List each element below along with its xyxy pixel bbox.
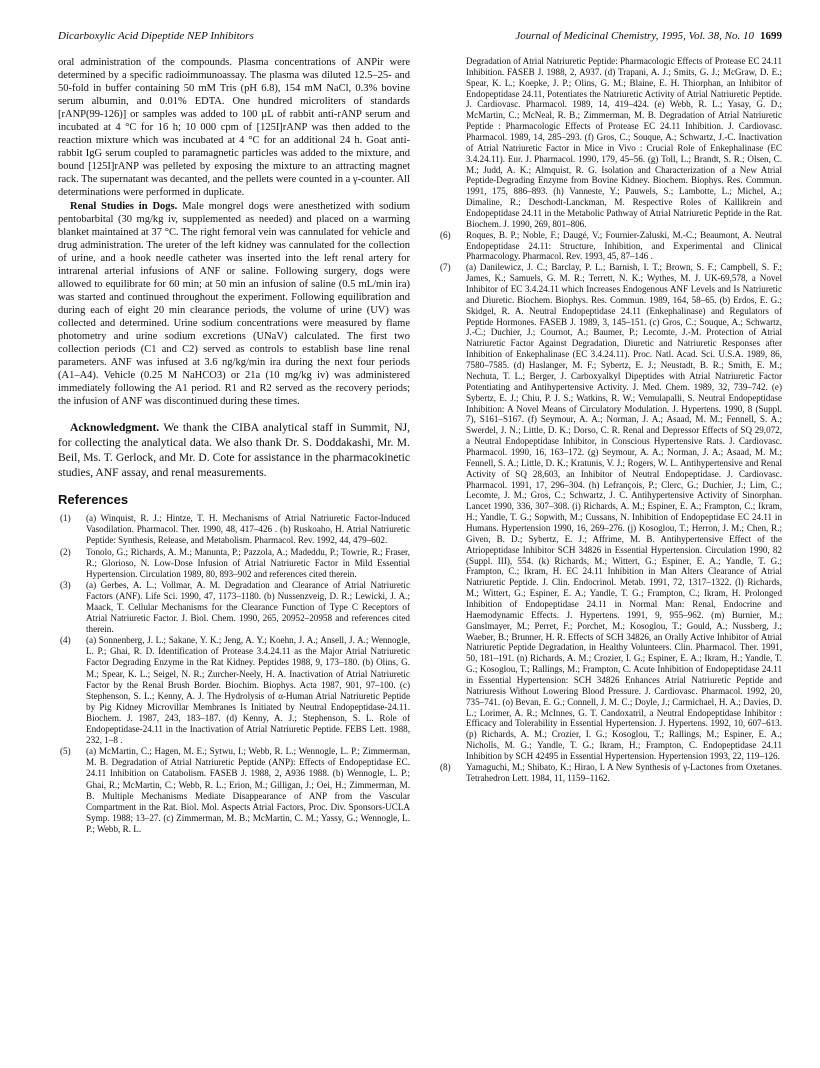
acknowledgment-paragraph — [58, 420, 410, 480]
body-paragraph-radioimmunoassay: oral administration of the compounds. Plasma concentrations of ANPir were determined by a specific radioimmunoassay. The plasma was diluted 12.5–25- and 50-fold in buffer containing 50 mM Tris (pH 6.8), 154 mM NaCl, 0.3% bovine serum albumin, and 0.01% EDTA. One hundred microliters of standards [rANP(99-126)] or samples was added to 100 µL of rabbit anti-rANP serum and incubated at 4 °C for 16 h; 10 000 cpm of [125I]rANP was then added to the reaction mixture which was incubated at 4 °C for an additional 24 h. Goat anti-rabbit IgG serum coupled to paramagnetic particles was added to the mixture, and bound [125I]rANP was pelleted by exposing the mixture to an attracting magnet rack. The supernatant was decanted, and the pellets were counted in a γ-counter. All determinations were performed in duplicate. — [58, 57, 410, 199]
reference-number — [438, 56, 466, 230]
reference-number: (1) — [60, 513, 71, 524]
reference-item — [438, 230, 782, 263]
page-number: 1699 — [760, 30, 782, 42]
reference-text: (a) Winquist, R. J.; Hintze, T. H. Mechanisms of Atrial Natriuretic Factor-Induced Vasodilation. Pharmacol. Ther. 1990, 48, 417–426 . (b) Ruskoaho, H. Atrial Natriuretic Peptide: Synthesis, Release, and Metabolism. Pharmacol. Rev. 1992, 44, 479–602. — [86, 513, 410, 546]
reference-text: (a) McMartin, C.; Hagen, M. E.; Sytwu, I.; Webb, R. L.; Wennogle, L. P.; Zimmerman, M. B. Degradation of Atrial Natriuretic Peptide (ANP): Effects of Endopeptidase EC. 24.11 Inhibition on Catabolism. FASEB J. 1988, 2, A936 1988. (b) Wennogle, L. P.; Ghai, R.; McMartin, C.; Webb, R. L.; Erion, M.; Gilligan, J.; Oei, H.; Zimmerman, M. B. Multiple Mechanisms Mediate Disappearance of ANP from the Vascular Compartment in the Rat. Biol. Mol. Aspects Atrial Factors, Proc. Div. Sponsors-UCLA Symp. 1988; 13–27. (c) Zimmerman, M. B.; McMartin, C. M.; Yassy, G.; Wennogle, L. P.; Webb, R. L. — [86, 746, 410, 834]
reference-number: (4) — [60, 635, 71, 646]
reference-number: (8) — [440, 761, 451, 772]
reference-item — [438, 56, 782, 230]
reference-item — [438, 762, 782, 784]
reference-text: (a) Danilewicz, J. C.; Barclay, P. L.; Barnish, I. T.; Brown, S. F.; Campbell, S. F.; James, K.; Samuels, G. M. R.; Terrett, N. K.; Wythes, M. J. UK-69,578, a Novel Inhibitor of EC 3.4.24.11 which Increases Endogenous ANF Levels and Is Natriuretic and Diuretic. Biochem. Biophys. Res. Commun. 1989, 164, 58–65. (b) Erdos, E. G.; Skidgel, R. A. Neutral Endopeptidase 24.11 (Enkephalinase) and Regulators of Peptide Hormones. FASEB J. 1989, 3, 145–151. (c) Gros, C.; Souque, A.; Schwartz, J.-C.; Duchier, J.; Cournot, A.; Baumer, P.; Lecomte, J.-M. Protection of Atrial Natriuretic Factor Against Degradation, Diuretic and Natriuretic Responses after Inhibition of Enkephalinase (EC 3.4.24.11). Proc. Natl. Acad. Sci. U.S.A. 1989, 86, 7580–7585. (d) Haslanger, M. F.; Sybertz, E. J.; Neustadt, B. R.; Smith, E. M.; Nechuta, T. L.; Berger, J. Carboxyalkyl Dipeptides with Atrial Natriuretic Factor Potentiating and Antihypertensive Activity. J. Med. Chem. 1989, 32, 739–742. (e) Sybertz, E. J.; Chiu, P. J. S.; Watkins, R. W.; Vemulapalli, S. Neutral Endopeptidase Inhibition: A Novel Means of Circulatory Modulation. J. Hypertens. 1990, 8 (Suppl. 7), S161–S167. (f) Seymour, A. A.; Norman, J. A.; Asaad, M. M.; Fennell, S. A.; Swerdel, J. N.; Little, D. K.; Dorso, C. R. Renal and Depressor Effects of SQ 29,072, a Neutral Endopeptidase Inhibitor, in Conscious Hypertensive Rats. J. Cardiovasc. Pharmacol. 1990, 16, 163–172. (g) Seymour, A. A.; Norman, J. A.; Asaad, M. M.; Fennell, S. A.; Little, D. K.; Kratunis, V. J.; Rogers, W. L. Antihypertensive and Renal Activity of SQ 28,603, an Inhibitor of Neutral Endopeptidase. J. Cardiovasc. Pharmacol. 1991, 17, 296–304. (h) Lefrançois, P.; Clerc, G.; Duchier, J.; Lim, C.; Lecomte, J. M.; Gros, C.; Schwartz, J. C. Antihypertensive Activity of Sinorphan. Lancet 1990, 336, 307–308. (i) Richards, A. M.; Espiner, E. A.; Frampton, C.; Ikram, H.; Yandle, T. G.; Sopwith, M.; Cussans, N. Inhibition of Endopeptidase EC 24.11 in Humans. Hypertension 1990, 16, 269–276. (j) Kosoglou, T.; Herron, J. M.; Chen, R.; Given, B. D.; Sybertz, E. J.; Affrime, M. B. Antihypertensive Effect of the Atriopeptidase Inhibitor SCH 34826 in Essential Hypertension. Circulation 1990, 82 (Suppl. III), 554. (k) Richards, M.; Wittert, G.; Espiner, E. A.; Yandle, T. G.; Frampton, C.; Ikram, H. EC 24.11 Inhibition in Man Alters Clearance of Atrial Natriuretic Peptide. J. Clin. Endocrinol. Metab. 1991, 72, 1317–1322. (l) Richards, M.; Wittert, G.; Espiner, E. A.; Yandle, T. G.; Frampton, C.; Ikram, H. Prolonged Inhibition of Endopeptidase 24.11 in Normal Man: Renal, Endocrine and Haemodynamic Effects. J. Hypertens. 1991, 9, 955–962. (m) Burnier, M.; Ganslmayer, M.; Perret, F.; Porchet, M.; Kosoglou, T.; Gould, A.; Nussberg, J.; Waeber, B.; Brunner, H. R. Effects of SCH 34826, an Orally Active Inhibitor of Atrial Natriuretic Peptide Degradation, in Healthy Volunteers. Clin. Pharmacol. Ther. 1991, 50, 181–191. (n) Richards, A. M.; Crozier, I. G.; Espiner, E. A.; Ikram, H.; Yandle, T. G.; Kosoglou, T.; Rallings, M.; Frampton, C. Acute Inhibition of Endopeptidase 24.11 in Essential Hypertension: SCH 34826 Enhances Atrial Natriuretic Peptide and Natriuresis Without Lowering Blood Pressure. J. Cardiovasc. Pharmacol. 1992, 20, 735–741. (o) Bevan, E. G.; Connell, J. M. C.; Doyle, J.; Carmichael, H. A.; Davies, D. L.; Lorimer, A. R.; McInnes, G. T. Candoxatril, a Neutral Endopeptidase Inhibitor : Efficacy and Tolerability in Essential Hypertension. J. Hypertens. 1992, 10, 607–613. (p) Richards, A. M.; Crozier, I. G.; Kosoglou, T.; Rallings, M.; Espiner, E. A.; Nicholls, M. G.; Yandle, T. G.; Ikram, H.; Frampton, C. Endopeptidase 24.11 Inhibition by SCH 42495 in Essential Hypertension. Hypertension 1993, 22, 119–126. — [466, 262, 782, 761]
reference-number: (2) — [60, 546, 71, 557]
reference-item — [58, 635, 410, 746]
reference-item — [58, 746, 410, 835]
reference-number: (5) — [60, 746, 71, 757]
reference-item — [58, 580, 410, 635]
renal-studies-heading: Renal Studies in Dogs. — [70, 200, 178, 212]
right-column — [438, 56, 782, 784]
left-column — [58, 56, 410, 835]
reference-number: (7) — [440, 262, 451, 273]
reference-text: (a) Sonnenberg, J. L.; Sakane, Y. K.; Jeng, A. Y.; Koehn, J. A.; Ansell, J. A.; Wennogle, L. P.; Ghai, R. D. Identification of Protease 3.4.24.11 as the Major Atrial Natriuretic Factor Degrading Enzyme in the Rat Kidney. Peptides 1988, 9, 173–180. (b) Olins, G. M.; Spear, K. L.; Seigel, N. R.; Zurcher-Neely, H. A. Inactivation of Atrial Natriuretic Factor by the Renal Brush Border. Biochim. Biophys. Acta 1987, 901, 97–100. (c) Stephenson, S. L.; Kenny, A. J. The Hydrolysis of α-Human Atrial Natriuretic Peptide by Pig Kidney Microvillar Membranes Is Initiated by Neutral Endopeptidase-24.11. Biochem. J. 1987, 243, 183–187. (d) Kenny, A. J.; Stephenson, S. L. Role of Endopeptidase-24.11 in the Inactivation of Atrial Natriuretic Peptide. FEBS Lett. 1988, 232, 1–8 . — [86, 635, 410, 746]
reference-text: (a) Gerbes, A. L.; Vollmar, A. M. Degradation and Clearance of Atrial Natriuretic Factors (ANF). Life Sci. 1990, 47, 1173–1180. (b) Nussenzveig, D. R.; Lewicki, J. A.; Maack, T. Cellular Mechanisms for the Clearance Function of Type C Receptors of Atrial Natriuretic Factor. J. Biol. Chem. 1990, 265, 20952–20958 and references cited therein. — [86, 579, 410, 635]
references-list-left — [58, 513, 410, 835]
reference-item — [438, 262, 782, 762]
reference-text: Roques, B. P.; Noble, F.; Daugé, V.; Fournier-Zaluski, M.-C.; Beaumont, A. Neutral Endopeptidase 24.11: Structure, Inhibition, and Experimental and Clinical Pharmacology. Pharmacol. Rev. 1993, 45, 87–146 . — [466, 229, 782, 262]
running-header — [58, 30, 782, 44]
journal-name: Journal of Medicinal Chemistry, 1995, Vol. 38, No. 10 — [515, 30, 754, 42]
journal-citation — [515, 30, 782, 42]
acknowledgment-heading: Acknowledgment. — [70, 421, 160, 435]
references-heading: References — [58, 492, 129, 508]
acknowledgment-text: We thank the CIBA analytical staff in Summit, NJ, for collecting the analytical data. We also thank Dr. S. Doddakashi, Mr. M. Beil, Ms. T. Gerlock, and Mr. D. Cote for assistance in the pharmacokinetic studies, ANF assay, and renal measurements. — [58, 421, 410, 480]
references-list-right — [438, 56, 782, 784]
running-title: Dicarboxylic Acid Dipeptide NEP Inhibitors — [58, 30, 254, 42]
reference-text: Tonolo, G.; Richards, A. M.; Manunta, P.; Pazzola, A.; Madeddu, P.; Towrie, R.; Fraser, R.; Glorioso, N. Low-Dose Infusion of Atrial Natriuretic Factor in Mild Essential Hypertension. Circulation 1989, 80, 893–902 and references cited therein. — [86, 546, 410, 579]
renal-studies-text: Male mongrel dogs were anesthetized with sodium pentobarbital (30 mg/kg iv, supplemented as needed) and placed on a warming blanket maintained at 37 °C. The right femoral vein was cannulated for vehicle and drug administration. The ureter of the left kidney was cannulated for the collection of urine, and a hook needle catheter was inserted into the left renal artery for intrarenal arterial infusions of ANF or saline. Following surgery, dogs were allowed to equilibrate for 60 min; at 50 min an infusion of saline (0.5 mL/min ira) was started and continued throughout the experiment. Following equilibration and during each of eight 20 min clearance periods, the volume of urine (UV) was collected and determined. Urine sodium concentrations were measured by flame photometry and urine sodium excretions (UNaV) calculated. The first two collection periods (C1 and C2) served as controls to establish base line renal parameters. ANF was infused at 3.6 ng/kg/min ira during the next four periods (A1–A4). Vehicle (0.25 M NaHCO3) or 21a (10 mg/kg iv) was administered immediately following the A1 period. R1 and R2 served as the recovery periods; the infusion of ANF was discontinued during these times. — [58, 200, 411, 408]
reference-item — [58, 513, 410, 546]
reference-text: Degradation of Atrial Natriuretic Peptide: Pharmacologic Effects of Protease EC 24.11 Inhibition. FASEB J. 1988, 2, A937. (d) Trapani, A. J.; Smits, G. J.; McGraw, D. E.; Spear, K. L.; Koepke, J. P.; Olins, G. M.; Blaine, E. H. Thiorphan, an Inhibitor of Endopeptidase 24.11, Potentiates the Natriuretic Activity of Atrial Natriuretic Peptide. J. Cardiovasc. Pharmacol. 1989, 14, 419–424. (e) Webb, R. L.; Yasay, G. D.; McMartin, C.; McNeal, R. B.; Zimmerman, M. B. Degradation of Atrial Natriuretic Peptide : Pharmacologic Effects of Protease EC 24.11 Inhibition. J. Cardiovasc. Pharmacol. 1989, 14, 285–293. (f) Gros, C.; Souque, A.; Schwartz, J.-C. Inactivation of Atrial Natriuretic Factor in Mice in Vivo : Crucial Role of Enkephalinase (EC 3.4.24.11). Eur. J. Pharmacol. 1990, 179, 45–56. (g) Toll, L.; Brandt, S. R.; Olsen, C. M.; Judd, A. K.; Almquist, R. G. Isolation and Characterization of a New Atrial Peptide-Degrading Enzyme from Bovine Kidney. Biochem. Biophys. Res. Commun. 1991, 175, 886–893. (h) Vanneste, Y.; Pauwels, S.; Lambotte, L.; Michel, A.; Dimaline, R.; Deschodt-Lanckman, M. Respective Roles of Kallikrein and Endopeptidase 24.11 in the Metabolic Pathway of Atrial Natriuretic Peptide in the Rat. Biochem. J. 1990, 269, 801–806. — [466, 56, 782, 229]
reference-number: (6) — [440, 229, 451, 240]
reference-text: Yamaguchi, M.; Shibato, K.; Hirao, I. A New Synthesis of γ-Lactones from Oxetanes. Tetrahedron Lett. 1984, 11, 1159–1162. — [466, 761, 782, 783]
body-paragraph-renal-studies — [58, 200, 410, 409]
reference-number: (3) — [60, 579, 71, 590]
reference-item — [58, 547, 410, 580]
